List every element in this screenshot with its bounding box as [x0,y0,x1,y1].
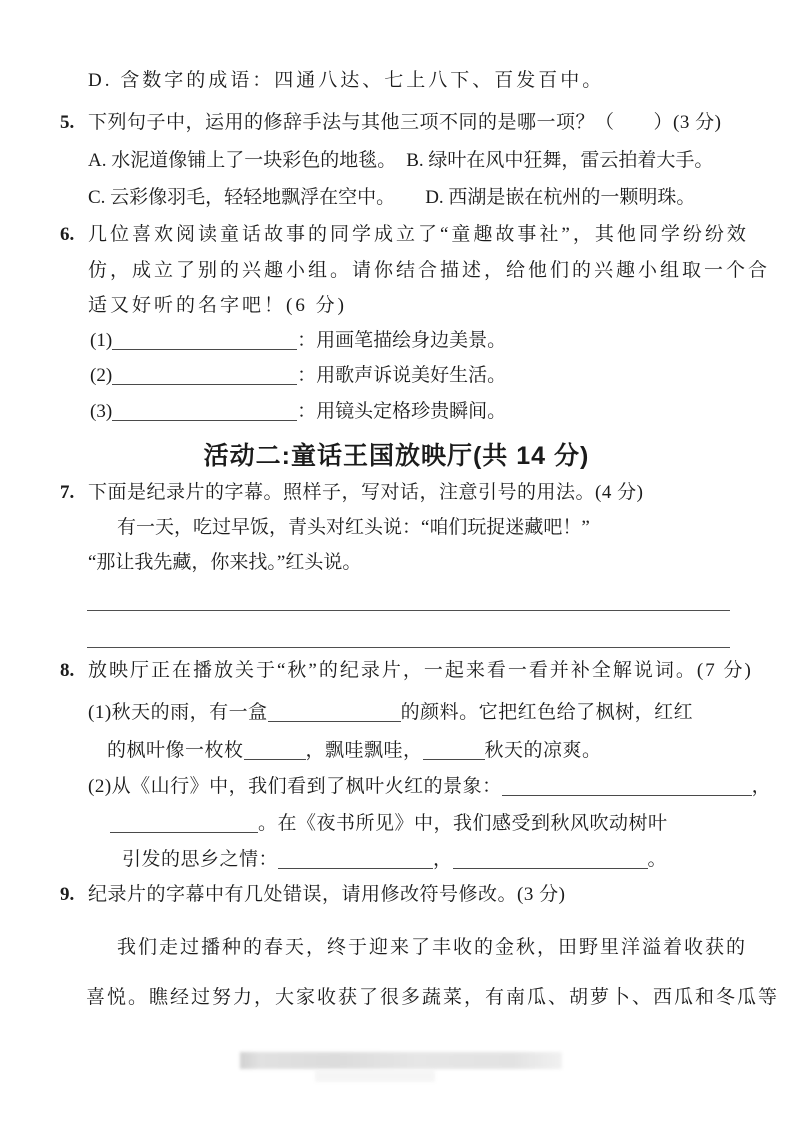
answer-blank[interactable] [244,741,306,760]
question-6-item-2 [90,363,506,389]
question-9-paragraph-line2: 喜悦。瞧经过努力，大家收获了很多蔬菜，有南瓜、胡萝卜、西瓜和冬瓜等 [86,987,780,1008]
part2-text-2: 。在《夜书所见》中，我们感受到秋风吹动树叶 [258,813,668,834]
answer-blank[interactable] [112,366,297,385]
answer-blank[interactable] [112,402,297,421]
question-8-prompt: 放映厅正在播放关于“秋”的纪录片，一起来看一看并补全解说词。(7 分) [88,660,753,681]
question-5-option-a: A. 水泥道像铺上了一块彩色的地毯。 [88,150,397,171]
question-6 [60,222,749,248]
part2-text-3: 引发的思乡之情： [122,849,279,870]
question-5-option-b: B. 绿叶在风中狂舞，雷云拍着大手。 [406,150,714,171]
question-9-prompt: 纪录片的字幕中有几处错误，请用修改符号修改。(3 分) [88,884,566,905]
part1-text-4: ，飘哇飘哇， [305,740,423,761]
question-7-example-line1: 有一天，吃过早饭，青头对红头说：“咱们玩捉迷藏吧！” [117,517,590,538]
item-3-label: (3) [90,401,113,422]
question-8-part2-line3 [122,847,667,873]
question-6-item-1 [90,328,506,354]
question-8-number: 8. [60,660,75,681]
answer-blank[interactable] [110,814,258,833]
question-5-options-row-1 [88,148,713,174]
part1-text-5: 秋天的凉爽。 [484,740,602,761]
question-6-item-3 [90,399,506,425]
item-1-label: (1) [90,330,113,351]
question-5-number: 5. [60,112,75,133]
answer-blank[interactable] [112,331,297,350]
item-2-description: ：用歌声诉说美好生活。 [297,365,507,386]
question-7 [60,480,643,506]
item-3-description: ：用镜头定格珍贵瞬间。 [297,401,507,422]
answer-blank[interactable] [502,777,752,796]
scan-artifact-ghost [315,1070,435,1082]
answer-blank[interactable] [268,703,401,722]
part2-label: (2) [88,776,112,797]
question-7-prompt: 下面是纪录片的字幕。照样子，写对话，注意引号的用法。(4 分) [88,482,644,503]
answer-blank[interactable] [423,741,485,760]
item-2-label: (2) [90,365,113,386]
part1-text-3: 的枫叶像一枚枚 [107,740,244,761]
question-8 [60,658,753,684]
question-6-prompt-line1: 几位喜欢阅读童话故事的同学成立了“童趣故事社”，其他同学纷纷效 [88,224,749,245]
question-8-part2-line2 [110,811,668,837]
question-5-options-row-2 [88,185,695,211]
part2-comma-2: ， [433,849,453,870]
answer-blank[interactable] [453,850,648,869]
answer-line[interactable] [87,610,730,611]
part1-text-1: 秋天的雨，有一盒 [111,702,268,723]
question-6-number: 6. [60,224,75,245]
question-8-part1-line1 [88,700,693,726]
section-2-header: 活动二:童话王国放映厅(共 14 分) [203,442,590,470]
item-1-description: ：用画笔描绘身边美景。 [297,330,507,351]
question-7-example-line2: “那让我先藏，你来找。”红头说。 [88,552,362,573]
question-9 [60,882,565,908]
part2-comma-1: ， [751,776,772,797]
answer-line[interactable] [87,647,730,648]
question-5-option-c: C. 云彩像羽毛，轻轻地飘浮在空中。 [88,187,396,208]
question-8-part1-line2 [107,738,602,764]
question-9-number: 9. [60,884,75,905]
question-9-paragraph-line1: 我们走过播种的春天，终于迎来了丰收的金秋，田野里洋溢着收获的 [117,937,748,958]
answer-blank[interactable] [278,850,433,869]
part2-text-1: 从《山行》中，我们看到了枫叶火红的景象： [111,776,502,797]
question-6-prompt-line2: 仿，成立了别的兴趣小组。请你结合描述，给他们的兴趣小组取一个合 [88,260,771,281]
question-5 [60,110,721,136]
question-8-part2-line1 [88,774,771,800]
question-5-prompt: 下列句子中，运用的修辞手法与其他三项不同的是哪一项？（ ）(3 分) [88,112,722,133]
question-5-option-d: D. 西湖是嵌在杭州的一颗明珠。 [425,187,696,208]
option-d-numeric-idioms: D. 含数字的成语：四通八达、七上八下、百发百中。 [88,70,605,91]
part1-label: (1) [88,702,112,723]
question-6-prompt-line3: 适又好听的名字吧！(6 分) [88,295,347,316]
question-7-number: 7. [60,482,75,503]
scan-artifact [240,1052,562,1069]
part1-text-2: 的颜料。它把红色给了枫树，红红 [400,702,694,723]
part2-period: 。 [647,849,668,870]
